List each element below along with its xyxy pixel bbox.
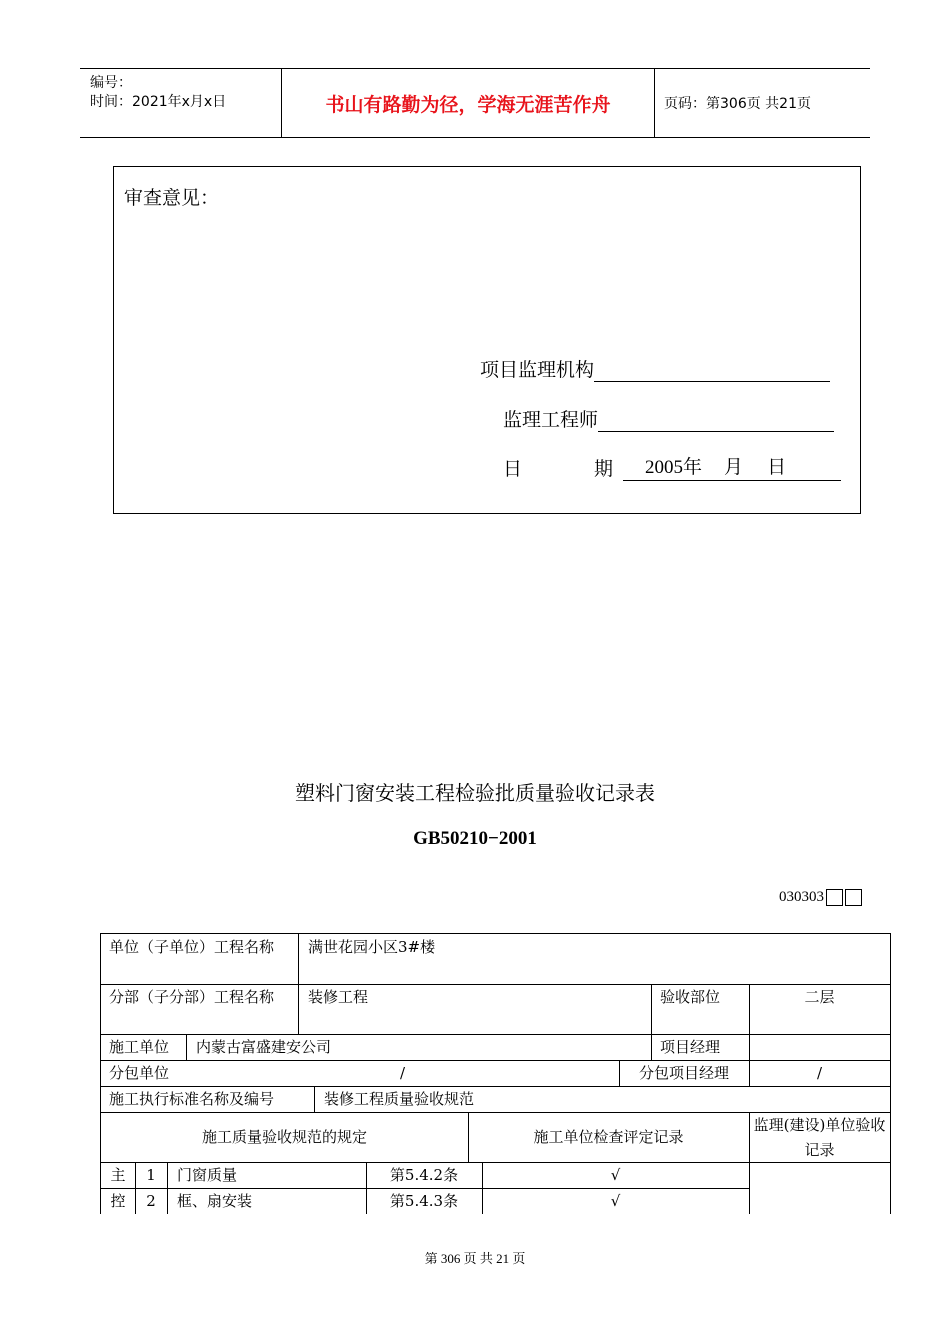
date-label-period: 期	[594, 458, 614, 480]
standard-value[interactable]: 装修工程质量验收规范	[324, 1090, 475, 1108]
date-label-day: 日	[503, 458, 523, 480]
item-row-2-name: 框、扇安装	[177, 1192, 253, 1210]
item-row-1-clause: 第5.4.2条	[389, 1166, 459, 1184]
subcontractor-value[interactable]: /	[399, 1064, 406, 1082]
supervision-engineer-label: 监理工程师	[503, 409, 599, 431]
sub-project-value[interactable]: 装修工程	[308, 988, 369, 1006]
supervision-org-label: 项目监理机构	[480, 359, 595, 381]
page-header	[80, 68, 870, 138]
standard-label: 施工执行标准名称及编号	[109, 1090, 275, 1108]
item-row-1-result[interactable]: √	[610, 1166, 621, 1184]
acceptance-form-table	[100, 933, 891, 1214]
item-row-2-result[interactable]: √	[610, 1192, 621, 1210]
column-header-spec: 施工质量验收规范的规定	[201, 1128, 367, 1146]
column-header-check: 施工单位检查评定记录	[533, 1128, 684, 1146]
review-opinion-box	[113, 166, 861, 514]
code-checkbox-1[interactable]	[826, 889, 843, 906]
date-year-unit: 年	[683, 456, 703, 478]
project-name-label: 单位（子单位）工程名称	[109, 938, 275, 956]
acceptance-part-label: 验收部位	[660, 988, 721, 1006]
review-title: 审查意见：	[124, 187, 220, 209]
date-year: 2005	[645, 457, 684, 478]
date-day-unit: 日	[767, 456, 787, 478]
item-row-1-name: 门窗质量	[177, 1166, 238, 1184]
section-label-control: 控	[110, 1192, 126, 1210]
contractor-label: 施工单位	[109, 1038, 170, 1056]
item-row-2-clause: 第5.4.3条	[389, 1192, 459, 1210]
acceptance-part-value[interactable]: 二层	[804, 988, 835, 1006]
header-motto: 书山有路勤为径，学海无涯苦作舟	[281, 69, 655, 137]
supervision-org-row	[480, 355, 830, 382]
column-header-supervision: 监理(建设)单位验收记录	[753, 1116, 886, 1159]
document-title: 塑料门窗安装工程检验批质量验收记录表	[295, 781, 655, 805]
header-time: 时间：2021年x月x日	[90, 94, 227, 110]
item-row-1-no: 1	[146, 1166, 156, 1184]
project-name-value[interactable]: 满世花园小区3#楼	[308, 938, 436, 956]
supervision-engineer-line[interactable]	[598, 409, 834, 432]
header-number: 编号：	[90, 75, 132, 91]
sub-project-manager-label: 分包项目经理	[638, 1064, 729, 1082]
sub-project-label: 分部（子分部）工程名称	[109, 988, 275, 1006]
header-info	[80, 69, 281, 137]
supervision-org-line[interactable]	[594, 359, 830, 382]
review-date-line[interactable]	[623, 455, 841, 481]
item-row-2-no: 2	[146, 1192, 156, 1210]
document-code-number: 030303	[779, 889, 824, 905]
code-checkbox-2[interactable]	[845, 889, 862, 906]
section-label-main: 主	[110, 1166, 126, 1184]
header-page-number: 页码：第306页 共21页	[664, 96, 811, 112]
subcontractor-label: 分包单位	[109, 1064, 170, 1082]
document-code	[779, 889, 862, 906]
supervision-engineer-row	[503, 405, 834, 432]
page-footer: 第 306 页 共 21 页	[424, 1251, 526, 1266]
document-standard: GB50210−2001	[413, 828, 537, 849]
sub-project-manager-value[interactable]: /	[816, 1064, 823, 1082]
project-manager-label: 项目经理	[660, 1038, 721, 1056]
review-date-row	[503, 454, 841, 481]
date-month-unit: 月	[724, 456, 744, 478]
contractor-value[interactable]: 内蒙古富盛建安公司	[196, 1038, 332, 1056]
